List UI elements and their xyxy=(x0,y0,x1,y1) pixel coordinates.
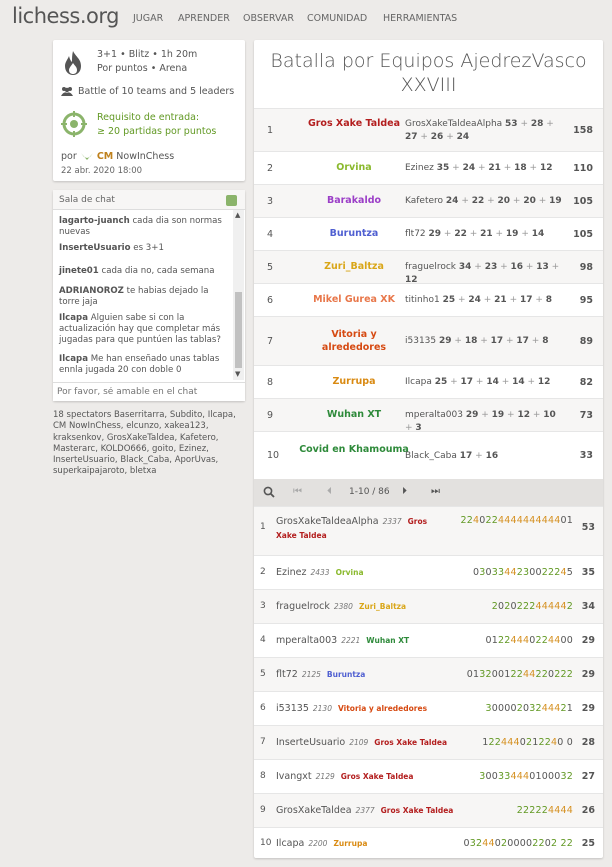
team-rank: 2 xyxy=(267,162,274,174)
chat-message-text: es 3+1 xyxy=(133,243,164,253)
chat-message-text: te habias dejado la torre jaja xyxy=(59,286,209,307)
team-rank: 1 xyxy=(267,124,274,136)
team-row[interactable] xyxy=(254,184,603,217)
team-score: 82 xyxy=(579,376,593,388)
team-rank: 4 xyxy=(267,228,274,240)
player-score: 28 xyxy=(581,737,595,748)
player-rating: 2109 xyxy=(349,738,369,747)
player-name[interactable]: flt72 xyxy=(276,669,298,680)
team-row[interactable] xyxy=(254,217,603,250)
team-row[interactable] xyxy=(254,398,603,431)
player-row[interactable] xyxy=(254,555,603,589)
chat-message xyxy=(59,313,231,346)
player-points: 24 xyxy=(445,196,459,207)
plus-separator: + xyxy=(417,131,431,142)
plus-separator: + xyxy=(497,262,511,273)
player-points: 10 xyxy=(543,410,556,421)
tournament-date: 22 abr. 2020 18:00 xyxy=(61,166,143,176)
chat-message xyxy=(59,266,231,277)
player-points: 25 xyxy=(442,295,456,306)
plus-separator: + xyxy=(473,377,487,388)
player-rating: 2129 xyxy=(315,772,335,781)
player-entry xyxy=(276,515,446,543)
player-team[interactable]: Buruntza xyxy=(326,670,366,679)
player-points: 8 xyxy=(545,295,553,306)
chat-message xyxy=(59,243,231,254)
team-rank: 6 xyxy=(267,294,274,306)
plus-separator: + xyxy=(510,196,524,207)
pagination-bar xyxy=(254,479,603,506)
player-rank: 1 xyxy=(260,522,266,532)
player-score-sheet: 30000203244421 xyxy=(485,703,573,714)
player-rank: 4 xyxy=(260,635,266,645)
player-entry xyxy=(276,771,413,782)
time-control: 3+1 • Blitz • 1h 20m xyxy=(97,49,198,60)
plus-separator: + xyxy=(449,163,463,174)
player-points: 17 xyxy=(490,336,504,347)
player-points: 12 xyxy=(537,377,551,388)
player-score: 27 xyxy=(581,771,595,782)
player-score: 34 xyxy=(581,601,595,612)
team-rank: 10 xyxy=(267,450,280,461)
teams-summary: Battle of 10 teams and 5 leaders xyxy=(78,86,235,97)
team-top-players xyxy=(405,118,565,143)
prev-page-icon[interactable]: ⏴ xyxy=(327,486,332,497)
plus-separator: + xyxy=(498,377,513,388)
player-points: 8 xyxy=(542,336,549,347)
chat-message-user[interactable]: Ilcapa xyxy=(59,313,88,323)
chat-message xyxy=(59,354,231,376)
plus-separator: + xyxy=(484,196,498,207)
plus-separator: + xyxy=(526,163,540,174)
site-logo[interactable]: lichess.org xyxy=(12,4,119,28)
player-score-sheet: 222224444 xyxy=(516,805,573,816)
player-row[interactable] xyxy=(254,725,603,759)
player-team[interactable]: Gros Xake Taldea xyxy=(374,738,448,747)
chat-message-text: Alguien sabe si con la actualización hay que completar más jugadas para que puntúen las tablas? xyxy=(59,313,221,345)
player-points: 19 xyxy=(491,410,505,421)
team-row[interactable] xyxy=(254,365,603,398)
plus-separator: + xyxy=(506,295,520,306)
player-points: 22 xyxy=(471,196,485,207)
player-entry xyxy=(276,703,427,714)
plus-separator: + xyxy=(548,262,560,273)
player-points: 14 xyxy=(531,229,545,240)
player-rating: 2377 xyxy=(355,806,375,815)
team-top-players xyxy=(405,450,565,463)
player-points: 17 xyxy=(519,295,533,306)
spectators-list: 18 spectators Baserritarra, Subdito, Ilcapa, CM NowInChess, elcunzo, xakea123, kraksenkov, GrosXakeTaldea, Kafetero, Masterarc, KOLDO666, goito, Ezinez, InserteUsuario, Black_Caba, AporUvas, superkaipajaroto, bletxa xyxy=(53,410,236,477)
team-name[interactable]: Gros Xake Taldea xyxy=(307,118,401,129)
chat-message-text: cada dia no, cada semana xyxy=(101,266,215,276)
plus-separator: + xyxy=(471,262,485,273)
team-leader-name[interactable]: Black_Caba xyxy=(405,450,457,461)
plus-separator: + xyxy=(517,119,531,129)
team-top-players xyxy=(405,195,565,208)
player-row[interactable] xyxy=(254,623,603,657)
player-points: 18 xyxy=(514,163,527,174)
plus-separator: + xyxy=(500,163,515,174)
plus-separator: + xyxy=(455,295,469,306)
team-name[interactable]: Buruntza xyxy=(329,228,379,240)
chat-input[interactable] xyxy=(53,382,245,401)
player-score-sheet: 300334440100032 xyxy=(479,771,573,782)
player-team[interactable]: Gros Xake Taldea xyxy=(380,806,454,815)
team-name[interactable]: Mikel Gurea XK xyxy=(313,294,395,306)
player-team[interactable]: Orvina xyxy=(335,568,364,577)
player-row[interactable] xyxy=(254,691,603,725)
next-page-icon[interactable]: ⏵ xyxy=(402,486,407,497)
player-name[interactable]: GrosXakeTaldea xyxy=(276,805,352,816)
team-top-players xyxy=(405,294,565,307)
chat-message-user[interactable]: ADRIANOROZ xyxy=(59,286,124,296)
chat-message-user[interactable]: lagarto-juanch xyxy=(59,216,130,226)
player-entry xyxy=(276,567,364,578)
chat-message-text: cada dia son normas nuevas xyxy=(59,216,222,237)
player-rating: 2337 xyxy=(382,517,402,526)
player-score-sheet: 01320012244220222 xyxy=(466,669,573,680)
patron-wings-icon xyxy=(80,152,94,161)
player-points: 26 xyxy=(430,131,444,142)
group-icon xyxy=(61,86,73,96)
player-row[interactable] xyxy=(254,827,603,858)
player-team[interactable]: Wuhan XT xyxy=(366,636,410,645)
top-navigation xyxy=(0,0,612,36)
entry-requirement-title: Requisito de entrada: xyxy=(97,112,200,123)
player-points: 13 xyxy=(536,262,549,273)
team-leader-name[interactable]: Kafetero xyxy=(405,196,444,207)
team-rank: 9 xyxy=(267,409,274,421)
player-row[interactable] xyxy=(254,657,603,691)
player-entry xyxy=(276,838,367,849)
player-points: 16 xyxy=(485,450,499,461)
chat-message-user[interactable]: jinete01 xyxy=(59,266,99,276)
nav-jugar[interactable]: JUGAR xyxy=(133,13,164,24)
player-points: 24 xyxy=(468,295,481,306)
plus-separator: + xyxy=(472,450,486,461)
player-name[interactable]: i53135 xyxy=(276,703,309,714)
player-points: 17 xyxy=(516,336,529,347)
player-score: 29 xyxy=(581,703,595,714)
scrollbar-thumb[interactable] xyxy=(235,292,242,368)
plus-separator: + xyxy=(441,229,455,240)
plus-separator: + xyxy=(535,196,550,207)
player-points: 18 xyxy=(464,336,478,347)
player-points: 17 xyxy=(459,450,473,461)
team-name[interactable]: Zurrupa xyxy=(332,376,376,388)
plus-separator: + xyxy=(543,119,554,129)
pagination-status: 1-10 / 86 xyxy=(349,487,390,497)
player-points: 20 xyxy=(523,196,536,207)
scroll-down-arrow-icon[interactable]: ▼ xyxy=(235,370,241,378)
search-icon[interactable] xyxy=(263,486,275,498)
chat-message-user[interactable]: InserteUsuario xyxy=(59,243,131,253)
player-points: 16 xyxy=(510,262,524,273)
player-entry xyxy=(276,601,406,612)
player-points: 3 xyxy=(415,422,422,433)
team-row[interactable] xyxy=(254,108,603,151)
player-row[interactable] xyxy=(254,506,603,555)
team-score: 98 xyxy=(579,261,593,273)
player-points: 53 xyxy=(505,119,518,129)
chat-panel xyxy=(53,190,245,401)
team-score: 95 xyxy=(579,294,593,306)
scroll-up-arrow-icon[interactable]: ▲ xyxy=(235,211,241,219)
team-leader-name[interactable]: titinho1 xyxy=(405,295,440,306)
player-name[interactable]: mperalta003 xyxy=(276,635,338,646)
player-entry xyxy=(276,737,447,748)
player-points: 24 xyxy=(462,163,476,174)
player-points: 34 xyxy=(458,262,472,273)
player-entry xyxy=(276,805,453,816)
plus-separator: + xyxy=(503,336,517,347)
player-points: 19 xyxy=(549,196,562,207)
player-rank: 6 xyxy=(260,703,266,713)
plus-separator: + xyxy=(405,422,416,433)
player-score: 53 xyxy=(581,522,595,533)
chat-message xyxy=(59,286,231,308)
team-score: 73 xyxy=(579,409,593,421)
team-name[interactable]: Barakaldo xyxy=(326,195,382,207)
player-points: 12 xyxy=(539,163,553,174)
tournament-info-panel xyxy=(53,40,245,181)
player-rating: 2130 xyxy=(312,704,332,713)
player-name[interactable]: GrosXakeTaldeaAlpha xyxy=(276,516,379,527)
team-top-players xyxy=(405,335,565,348)
team-score: 158 xyxy=(573,124,593,136)
player-rank: 8 xyxy=(260,771,266,781)
tournament-mode: Por puntos • Arena xyxy=(97,63,188,74)
player-name[interactable]: Ivangxt xyxy=(276,771,312,782)
tournament-title: Batalla por Equipos AjedrezVasco XXVIII xyxy=(270,50,587,96)
team-top-players xyxy=(405,162,565,175)
team-leader-name[interactable]: flt72 xyxy=(405,229,426,240)
plus-separator: + xyxy=(477,336,491,347)
player-points: 19 xyxy=(505,229,519,240)
chat-toggle-checkbox[interactable] xyxy=(226,195,237,206)
player-score-sheet: 0303344230022245 xyxy=(473,567,573,578)
player-rating: 2200 xyxy=(308,838,328,848)
team-row[interactable] xyxy=(254,151,603,184)
team-leader-name[interactable]: GrosXakeTaldeaAlpha xyxy=(405,119,503,129)
player-score-sheet: 1224440212240 0 xyxy=(482,737,573,748)
team-score: 89 xyxy=(579,335,593,347)
player-points: 17 xyxy=(460,377,474,388)
team-leader-name[interactable]: Ilcapa xyxy=(405,377,432,388)
player-team[interactable]: Vitoria y alrededores xyxy=(337,704,428,713)
player-entry xyxy=(276,635,409,646)
team-row[interactable] xyxy=(254,250,603,283)
player-row[interactable] xyxy=(254,793,603,827)
chat-messages xyxy=(53,210,233,373)
team-leader-name[interactable]: Ezinez xyxy=(405,163,434,174)
team-score: 33 xyxy=(579,450,593,461)
plus-separator: + xyxy=(447,377,461,388)
player-score-sheet: 224022444444444401 xyxy=(460,515,573,526)
last-page-icon[interactable]: ⏭ xyxy=(431,486,440,497)
player-name[interactable]: fraguelrock xyxy=(276,601,330,612)
plus-separator: + xyxy=(532,295,546,306)
player-score-sheet: 2020222444442 xyxy=(491,601,573,612)
team-name[interactable]: Zuri_Baltza xyxy=(324,261,384,273)
chat-header xyxy=(53,190,245,210)
player-team[interactable]: Zurrupa xyxy=(333,838,368,848)
player-score-sheet: 01224440224400 xyxy=(485,635,573,646)
player-score: 29 xyxy=(581,669,595,680)
player-team[interactable]: Gros Xake Taldea xyxy=(340,772,414,781)
player-rating: 2433 xyxy=(310,568,330,577)
player-points: 29 xyxy=(465,410,479,421)
plus-separator: + xyxy=(492,229,506,240)
plus-separator: + xyxy=(466,229,481,240)
player-points: 29 xyxy=(439,336,452,347)
plus-separator: + xyxy=(504,410,518,421)
team-top-players xyxy=(405,228,565,241)
nav-comunidad[interactable]: COMUNIDAD xyxy=(307,13,368,24)
team-rank: 5 xyxy=(267,261,274,273)
player-points: 21 xyxy=(480,229,493,240)
plus-separator: + xyxy=(518,229,532,240)
team-score: 110 xyxy=(573,162,593,174)
player-name[interactable]: Ilcapa xyxy=(276,837,305,849)
player-name[interactable]: InserteUsuario xyxy=(276,737,346,748)
team-row[interactable] xyxy=(254,283,603,316)
plus-separator: + xyxy=(528,336,543,347)
player-points: 14 xyxy=(486,377,499,388)
team-leader-name[interactable]: i53135 xyxy=(405,336,437,347)
chat-message-user[interactable]: Ilcapa xyxy=(59,354,88,364)
team-name[interactable]: Wuhan XT xyxy=(326,409,382,421)
tournament-main-panel xyxy=(254,40,603,858)
player-points: 25 xyxy=(434,377,448,388)
creator-title: CM xyxy=(96,151,114,162)
player-points: 23 xyxy=(484,262,498,273)
plus-separator: + xyxy=(443,131,457,142)
player-points: 21 xyxy=(494,295,507,306)
team-row[interactable] xyxy=(254,431,603,479)
player-team[interactable]: Gros Xake Taldea xyxy=(276,517,428,540)
player-points: 24 xyxy=(456,131,470,142)
plus-separator: + xyxy=(475,163,489,174)
player-rank: 10 xyxy=(260,837,272,848)
team-name[interactable]: Vitoria y alrededores xyxy=(321,329,387,353)
chat-message-text: Me han enseñado unas tablas ennla jugada 20 con doble 0 xyxy=(59,354,220,375)
first-page-icon[interactable]: ⏮ xyxy=(293,486,302,497)
player-row[interactable] xyxy=(254,589,603,623)
player-team[interactable]: Zuri_Baltza xyxy=(358,602,407,611)
player-rating: 2380 xyxy=(333,602,353,611)
plus-separator: + xyxy=(529,410,544,421)
player-points: 12 xyxy=(405,274,418,285)
creator-name[interactable]: NowInChess xyxy=(116,151,175,162)
player-points: 27 xyxy=(405,131,418,142)
player-rank: 2 xyxy=(260,567,266,577)
by-prefix: por xyxy=(61,151,77,162)
player-rank: 9 xyxy=(260,805,266,815)
team-rank: 8 xyxy=(267,376,274,388)
target-icon xyxy=(61,111,87,137)
player-points: 14 xyxy=(512,377,525,388)
plus-separator: + xyxy=(480,295,495,306)
player-points: 28 xyxy=(530,119,544,129)
nav-observar[interactable]: OBSERVAR xyxy=(243,13,294,24)
player-points: 35 xyxy=(436,163,450,174)
team-name[interactable]: Orvina xyxy=(336,162,372,174)
player-points: 20 xyxy=(497,196,511,207)
plus-separator: + xyxy=(458,196,472,207)
team-rank: 7 xyxy=(267,335,274,347)
player-row[interactable] xyxy=(254,759,603,793)
player-rating: 2221 xyxy=(341,636,361,645)
player-rank: 7 xyxy=(260,737,266,747)
player-entry xyxy=(276,669,365,680)
team-leader-name[interactable]: fraguelrock xyxy=(405,262,457,273)
player-score: 26 xyxy=(581,805,595,816)
team-name[interactable]: Covid en Khamouma xyxy=(299,443,409,455)
player-score: 25 xyxy=(581,837,595,849)
player-rating: 2125 xyxy=(301,670,321,679)
team-row[interactable] xyxy=(254,316,603,365)
team-score: 105 xyxy=(573,228,593,240)
fire-icon xyxy=(62,50,84,76)
player-points: 29 xyxy=(428,229,442,240)
chat-message xyxy=(59,216,231,238)
chat-title: Sala de chat xyxy=(59,195,115,205)
player-rank: 5 xyxy=(260,669,266,679)
entry-requirement-value: ≥ 20 partidas por puntos xyxy=(97,126,217,137)
player-points: 21 xyxy=(488,163,501,174)
player-score-sheet: 032440200002202 22 xyxy=(463,837,573,849)
player-score: 29 xyxy=(581,635,595,646)
player-rank: 3 xyxy=(260,601,266,611)
creator-line xyxy=(61,151,174,162)
nav-aprender[interactable]: APRENDER xyxy=(178,13,230,24)
team-top-players xyxy=(405,376,565,389)
plus-separator: + xyxy=(524,377,538,388)
team-leader-name[interactable]: mperalta003 xyxy=(405,410,463,421)
nav-herramientas[interactable]: HERRAMIENTAS xyxy=(383,13,458,24)
player-score: 35 xyxy=(581,567,595,578)
team-rank: 3 xyxy=(267,195,274,207)
plus-separator: + xyxy=(523,262,537,273)
player-points: 22 xyxy=(454,229,467,240)
plus-separator: + xyxy=(478,410,492,421)
player-points: 12 xyxy=(517,410,530,421)
team-score: 105 xyxy=(573,195,593,207)
player-name[interactable]: Ezinez xyxy=(276,567,307,578)
plus-separator: + xyxy=(451,336,465,347)
chat-scrollbar[interactable] xyxy=(233,210,244,380)
